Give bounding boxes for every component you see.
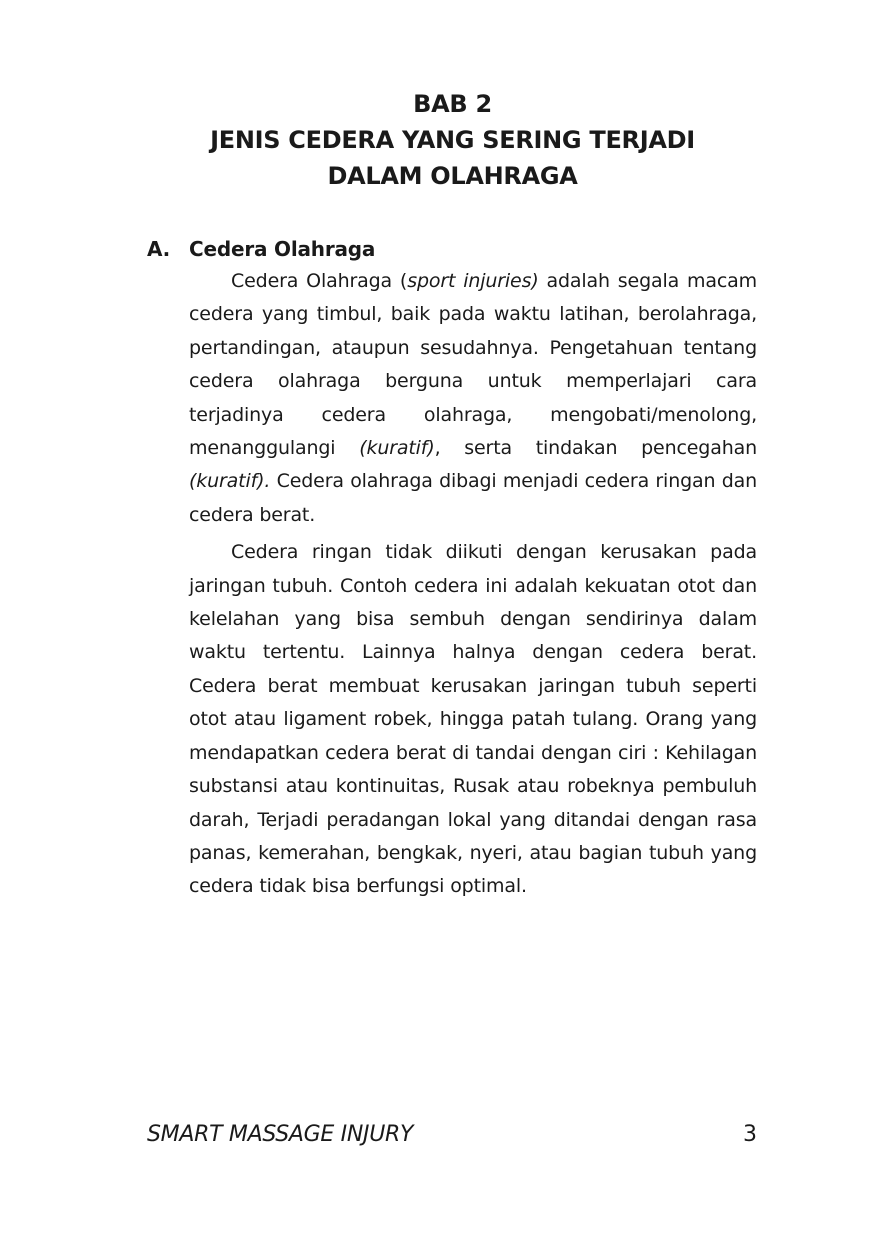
section-letter: A. [147,237,171,261]
section-heading-text: Cedera Olahraga [189,237,376,261]
page-number: 3 [743,1122,757,1147]
footer-book-title: SMART MASSAGE INJURY [147,1122,414,1147]
chapter-title-block [0,86,875,194]
paragraph-1-part-g: Cedera olahraga dibagi menjadi cedera ringan dan cedera berat. [189,470,757,526]
paragraph-1-part-a: Cedera Olahraga ( [231,270,408,292]
chapter-label: BAB 2 [413,90,492,118]
paragraph-1-italic-kuratif-2: (kuratif). [189,470,271,493]
paragraph-1 [189,265,757,532]
body-text [189,265,757,904]
chapter-title-line-2: DALAM OLAHRAGA [327,162,578,190]
paragraph-1-part-e: , serta tindakan pencegahan [434,437,757,460]
paragraph-1-part-c: adalah segala macam cedera yang timbul, baik pada waktu latihan, berolahraga, pertandingan, ataupun sesudahnya. Pengetahuan tentang cedera olahraga berguna untuk memperlajari cara terjadinya cedera olahraga, mengobati/menolong, menanggulangi [189,270,757,460]
paragraph-1-italic-kuratif-1: (kuratif) [359,437,435,460]
chapter-title-line-1: JENIS CEDERA YANG SERING TERJADI [210,126,695,154]
paragraph-1-italic-sport-injuries: sport injuries) [407,270,539,292]
paragraph-2: Cedera ringan tidak diikuti dengan kerusakan pada jaringan tubuh. Contoh cedera ini adalah kekuatan otot dan kelelahan yang bisa sembuh dengan sendirinya dalam waktu tertentu. Lainnya halnya dengan cedera berat. Cedera berat membuat kerusakan jaringan tubuh seperti otot atau ligament robek, hingga patah tulang. Orang yang mendapatkan cedera berat di tandai dengan ciri : Kehilagan substansi atau kontinuitas, Rusak atau robeknya pembuluh darah, Terjadi peradangan lokal yang ditandai dengan rasa panas, kemerahan, bengkak, nyeri, atau bagian tubuh yang cedera tidak bisa berfungsi optimal. [189,541,757,898]
section-heading [147,236,375,262]
